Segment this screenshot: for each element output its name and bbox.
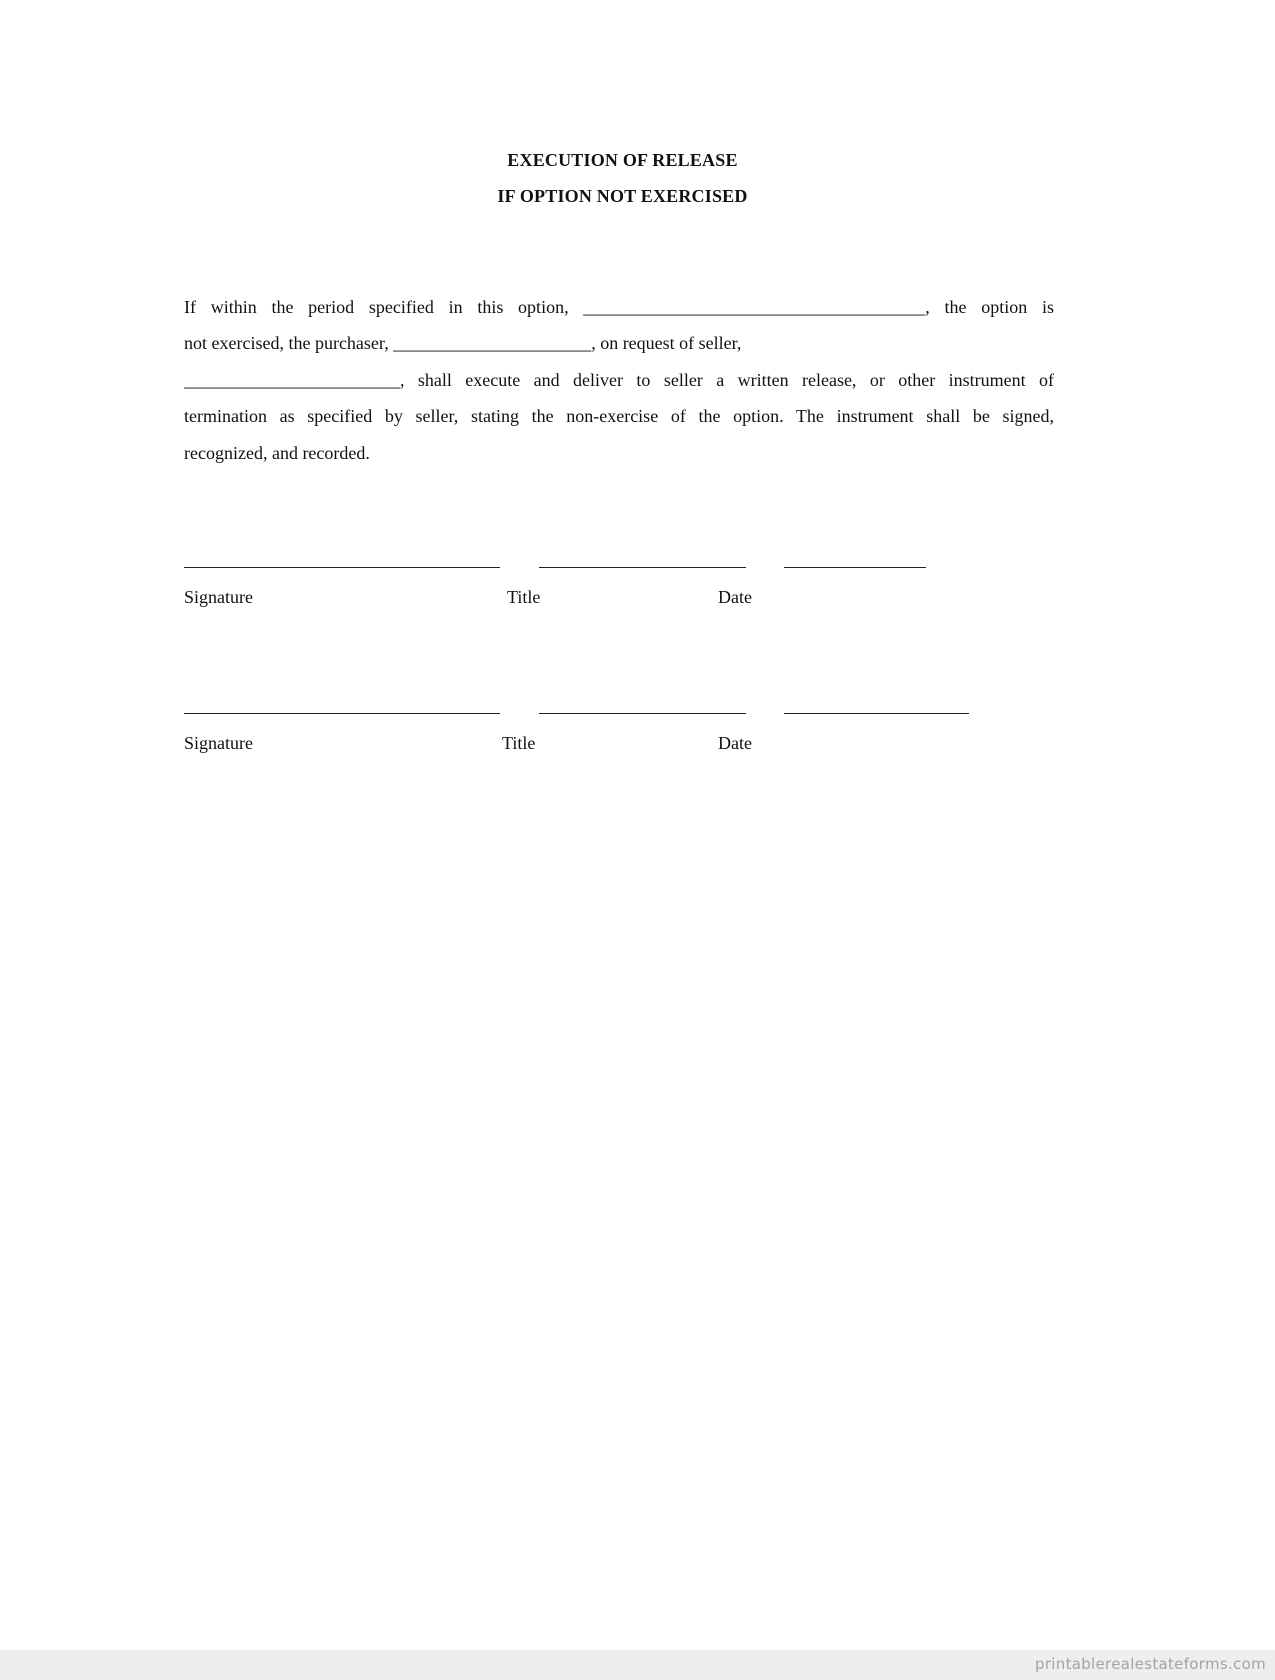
site-watermark: printablerealestateforms.com [1035, 1655, 1266, 1673]
footer-bar [0, 1650, 1275, 1680]
signature-block-1 [0, 555, 1275, 615]
document-subtitle: IF OPTION NOT EXERCISED [497, 186, 748, 206]
clause-line-1: If within the period specified in this option, ______________________________________, the option is [184, 297, 1054, 317]
date-label: Date [718, 733, 752, 753]
clause-line-4: termination as specified by seller, stating the non-exercise of the option. The instrument shall be signed, [184, 406, 1054, 427]
title-line[interactable] [539, 713, 746, 714]
clause-line-5: recognized, and recorded. [184, 442, 370, 463]
signature-line[interactable] [184, 713, 500, 714]
release-clause [184, 289, 1054, 471]
clause-line-3: ________________________, shall execute and deliver to seller a written release, or other instrument of [184, 369, 1054, 390]
document-title: EXECUTION OF RELEASE [507, 150, 738, 170]
title-label: Title [507, 587, 541, 607]
date-line[interactable] [784, 713, 969, 714]
clause-line-2: not exercised, the purchaser, ______________________, on request of seller, [184, 333, 742, 354]
signature-label: Signature [184, 733, 253, 753]
signature-block-2 [0, 701, 1275, 761]
date-line[interactable] [784, 567, 926, 568]
title-label: Title [502, 733, 536, 753]
signature-label: Signature [184, 587, 253, 607]
date-label: Date [718, 587, 752, 607]
title-line[interactable] [539, 567, 746, 568]
signature-line[interactable] [184, 567, 500, 568]
